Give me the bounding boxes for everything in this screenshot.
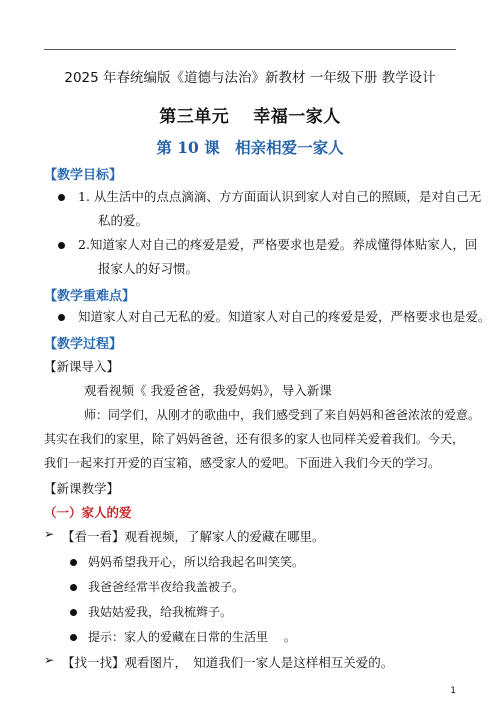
- bullet-icon: [70, 584, 77, 591]
- arrow-bullet-icon: ➢: [44, 527, 55, 541]
- part-1-heading: （一）家人的爱: [44, 505, 132, 520]
- process-heading: 【教学过程】: [44, 337, 123, 352]
- objective-2-line-2: 报家人的好习惯。: [98, 261, 199, 276]
- new-lesson-heading: 【新课教学】: [44, 481, 120, 496]
- intro-heading: 【新课导入】: [44, 359, 120, 374]
- find-activity: 【找一找】观看图片， 知道我们一家人是这样相互关爱的。: [62, 655, 394, 670]
- objective-2-line-1: 2.知道家人对自己的疼爱是爱，严格要求也是爱。养成懂得体贴家人，回: [78, 237, 478, 252]
- intro-line: 观看视频《 我爱爸爸，我爱妈妈》，导入新课: [84, 383, 332, 398]
- bullet-icon: [58, 314, 65, 321]
- document-header: 2025 年春统编版《道德与法治》新教材 一年级下册 教学设计: [64, 70, 436, 86]
- key-point-item: 知道家人对自己无私的爱。知道家人对自己的疼爱是爱，严格要求也是爱。: [78, 309, 491, 324]
- lesson-title: 第 10 课 相亲相爱一家人: [156, 138, 344, 157]
- page-number: 1: [450, 686, 456, 696]
- bullet-icon: [58, 242, 65, 249]
- key-points-heading: 【教学重难点】: [44, 289, 136, 304]
- objective-1-line-2: 私的爱。: [98, 213, 149, 228]
- teacher-line-1: 师：同学们，从刚才的歌曲中，我们感受到了来自妈妈和爸爸浓浓的爱意。: [84, 408, 481, 422]
- look-item-2: 我爸爸经常半夜给我盖被子。: [88, 580, 245, 594]
- look-activity: 【看一看】观看视频，了解家人的爱藏在哪里。: [62, 529, 325, 544]
- bullet-icon: [70, 559, 77, 566]
- unit-title: 第三单元 幸福一家人: [159, 107, 341, 127]
- teacher-line-2: 其实在我们的家里，除了妈妈爸爸，还有很多的家人也同样关爱着我们。今天，: [44, 432, 465, 446]
- look-item-4: 提示：家人的爱藏在日常的生活里 。: [88, 630, 296, 644]
- arrow-bullet-icon: ➢: [44, 653, 55, 667]
- objective-1-line-1: 1. 从生活中的点点滴滴、方方面面认识到家人对自己的照顾，是对自己无: [78, 189, 482, 204]
- bullet-icon: [58, 194, 65, 201]
- objectives-heading: 【教学目标】: [44, 168, 123, 183]
- header-rule: [44, 49, 456, 50]
- bullet-icon: [70, 634, 77, 641]
- bullet-icon: [70, 609, 77, 616]
- look-item-1: 妈妈希望我开心，所以给我起名叫笑笑。: [88, 555, 305, 569]
- teacher-line-3: 我们一起来打开爱的百宝箱，感受家人的爱吧。下面进入我们今天的学习。: [44, 456, 441, 470]
- look-item-3: 我姑姑爱我，给我梳辫子。: [88, 605, 233, 619]
